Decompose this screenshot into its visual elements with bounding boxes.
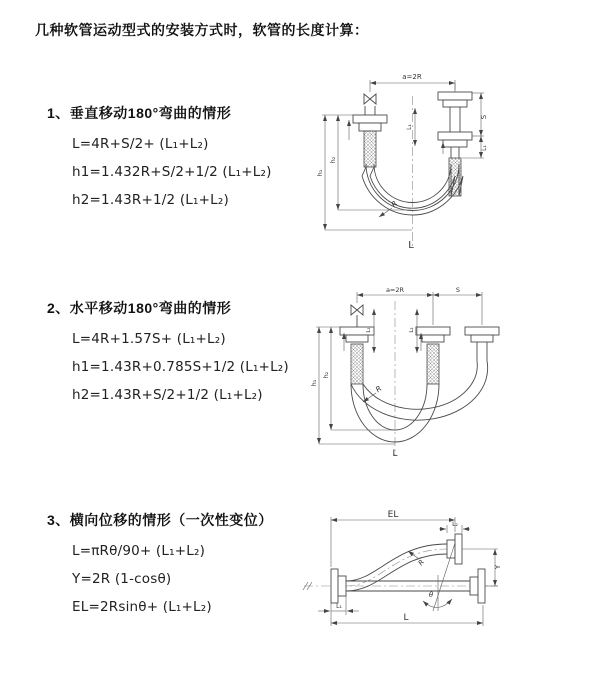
section-1-heading: 1、垂直移动180°弯曲的情形 [47, 105, 232, 121]
dim-el-label: EL [387, 510, 399, 520]
length-label: L [392, 449, 398, 459]
dim-l2-top-label: L₂ [452, 521, 458, 528]
dim-y-label: Y [494, 564, 502, 570]
dim-h2-label: h₂ [329, 156, 337, 164]
diagram-lateral-displacement [298, 505, 598, 655]
dim-h2-label: h₂ [322, 371, 330, 379]
formula-line: EL=2Rsinθ+ (L₁+L₂) [72, 599, 212, 615]
dim-s-label: S [480, 114, 488, 120]
hose-displaced-top-edge [346, 544, 447, 581]
valve-icon [351, 305, 363, 315]
formula-line: L=4R+S/2+ (L₁+L₂) [72, 136, 209, 152]
hose-displaced-bottom-edge [346, 554, 447, 591]
dim-l1-label: L₁ [366, 327, 372, 333]
hose-displaced-centerline [346, 549, 447, 586]
diagram-horizontal-180-bend [308, 283, 598, 468]
angle-theta-label: θ [428, 591, 434, 599]
length-label: L [408, 240, 414, 251]
dim-h1-label: h₁ [316, 169, 324, 177]
section-2 [47, 298, 289, 415]
hose-position-2-outer [351, 361, 488, 420]
formula-line: h1=1.432R+S/2+1/2 (L₁+L₂) [72, 164, 272, 180]
dim-l1-left-label: L₁ [336, 603, 342, 610]
dim-a2r-label: a=2R [402, 73, 422, 81]
formula-line: h2=1.43R+S/2+1/2 (L₁+L₂) [72, 387, 263, 403]
section-1 [47, 103, 272, 220]
formula-line: Y=2R (1-cosθ) [72, 571, 172, 587]
page-title: 几种软管运动型式的安装方式时，软管的长度计算： [35, 22, 369, 38]
radius-label: R [389, 198, 400, 210]
dim-h1-label: h₁ [310, 379, 318, 387]
formula-line: h2=1.43R+1/2 (L₁+L₂) [72, 192, 229, 208]
length-label: L [403, 613, 409, 623]
dim-l1-label: L₁ [481, 145, 488, 151]
diagram-vertical-180-bend [312, 68, 592, 263]
braided-hose-section [351, 344, 363, 384]
dim-a2r-label: a=2R [385, 286, 405, 294]
formula-line: L=4R+1.57S+ (L₁+L₂) [72, 331, 226, 347]
braided-hose-section [364, 131, 376, 167]
radius-label: R [373, 383, 384, 395]
valve-icon [364, 94, 376, 104]
braided-hose-section [427, 344, 439, 384]
radius-label: R [416, 558, 427, 568]
section-2-heading: 2、水平移动180°弯曲的情形 [47, 300, 232, 316]
formula-line: L=πRθ/90+ (L₁+L₂) [72, 543, 206, 559]
dim-s-label: S [455, 286, 461, 294]
dim-l1-pipe-label: L₁ [406, 124, 413, 130]
dim-l2-label: L₂ [409, 327, 415, 333]
section-3-heading: 3、横向位移的情形（一次性变位） [47, 512, 273, 528]
section-3 [47, 510, 273, 627]
formula-line: h1=1.43R+0.785S+1/2 (L₁+L₂) [72, 359, 289, 375]
hose-position-2-inner [363, 361, 477, 409]
